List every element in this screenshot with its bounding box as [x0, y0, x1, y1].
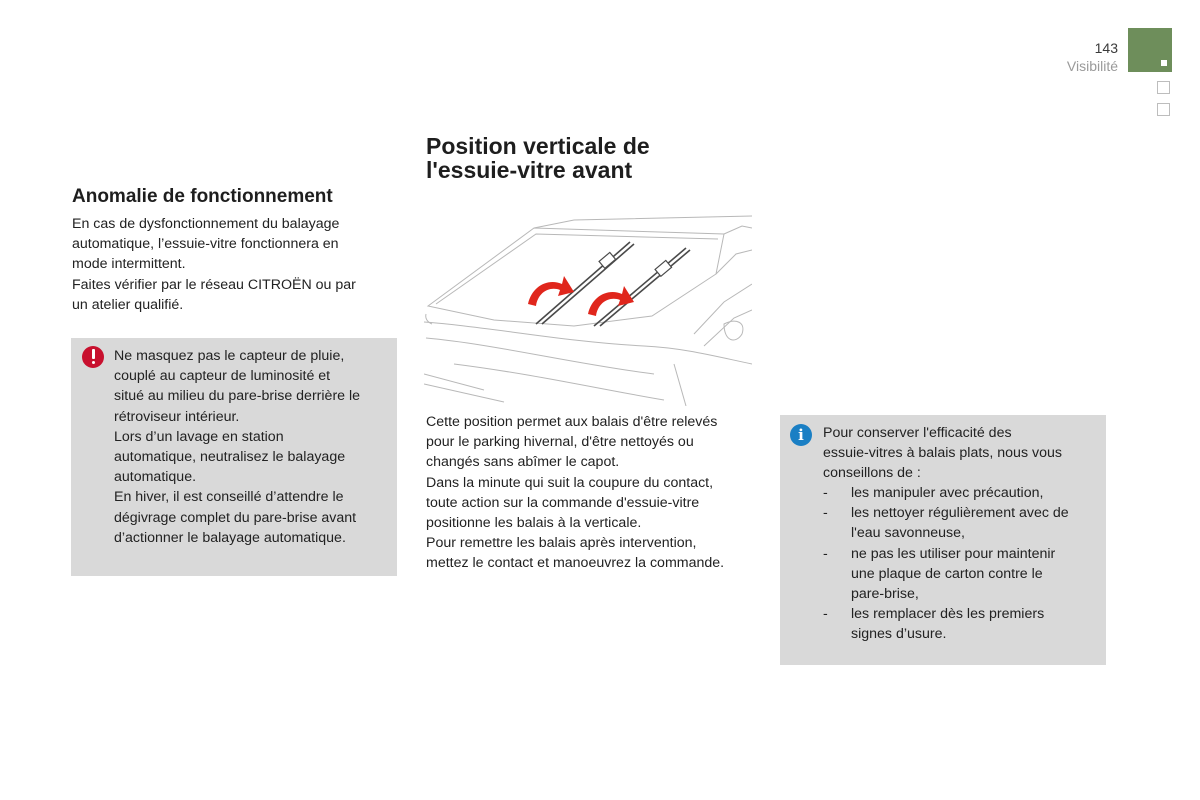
text-line: changés sans abîmer le capot.	[426, 454, 620, 471]
info-list	[823, 483, 1098, 645]
text-line: En cas de dysfonctionnement du balayage	[72, 216, 340, 232]
text-line: Ne masquez pas le capteur de pluie,	[114, 348, 345, 364]
text-line: En hiver, il est conseillé d’attendre le	[114, 489, 344, 506]
text-line: les remplacer dès les premiers	[851, 606, 1045, 623]
text-line: mode intermittent.	[72, 256, 186, 273]
info-intro	[823, 423, 1093, 484]
text-line: Cette position permet aux balais d'être relevés	[426, 414, 718, 430]
text-line: toute action sur la commande d'essuie-vitre	[426, 494, 700, 511]
text-line: situé au milieu du pare-brise derrière le	[114, 388, 361, 405]
warning-text	[114, 346, 390, 548]
text-line: les manipuler avec précaution,	[851, 485, 1044, 501]
position-paragraph	[426, 412, 756, 574]
list-dash: -	[823, 545, 828, 562]
text-line: Pour remettre les balais après intervention,	[426, 535, 697, 552]
text-line: dégivrage complet du pare-brise avant	[114, 509, 357, 526]
chapter-tab-dot	[1161, 60, 1167, 66]
text-line: couplé au capteur de luminosité et	[114, 368, 331, 385]
list-item	[823, 544, 1098, 605]
heading-line: Position verticale de	[426, 133, 650, 159]
text-line: ne pas les utiliser pour maintenir	[851, 545, 1056, 562]
text-line: un atelier qualifié.	[72, 296, 184, 313]
text-line: signes d’usure.	[851, 626, 947, 643]
list-dash: -	[823, 606, 828, 623]
list-dash: -	[823, 485, 828, 501]
anomalie-heading: Anomalie de fonctionnement	[72, 186, 333, 207]
heading-line: l'essuie-vitre avant	[426, 157, 633, 183]
text-line: Lors d’un lavage en station	[114, 428, 284, 445]
list-item	[823, 503, 1098, 543]
text-line: automatique, l’essuie-vitre fonctionnera en	[72, 236, 339, 253]
wiper-illustration	[424, 214, 752, 406]
info-icon: i	[790, 424, 812, 446]
text-line: pour le parking hivernal, d'être nettoyés ou	[426, 434, 694, 451]
warning-exclamation-icon	[82, 346, 104, 368]
anomalie-paragraph	[72, 214, 392, 315]
text-line: pare-brise,	[851, 586, 919, 603]
page-number: 143	[1094, 40, 1118, 56]
position-heading	[426, 134, 746, 182]
list-item	[823, 483, 1098, 503]
chapter-tab-square	[1157, 81, 1170, 94]
text-line: les nettoyer régulièrement avec de	[851, 505, 1069, 522]
list-item	[823, 604, 1098, 644]
text-line: positionne les balais à la verticale.	[426, 515, 642, 532]
text-line: automatique, neutralisez le balayage	[114, 449, 346, 466]
section-title: Visibilité	[1066, 58, 1118, 74]
list-dash: -	[823, 505, 828, 522]
text-line: d’actionner le balayage automatique.	[114, 529, 346, 546]
text-line: l'eau savonneuse,	[851, 525, 965, 542]
text-line: conseillons de :	[823, 465, 921, 482]
chapter-tab-square	[1157, 103, 1170, 116]
text-line: automatique.	[114, 469, 197, 486]
text-line: une plaque de carton contre le	[851, 565, 1043, 582]
text-line: mettez le contact et manoeuvrez la commande.	[426, 555, 725, 572]
text-line: Faites vérifier par le réseau CITROËN ou par	[72, 276, 356, 293]
text-line: essuie-vitres à balais plats, nous vous	[823, 445, 1062, 462]
text-line: Dans la minute qui suit la coupure du contact,	[426, 474, 714, 491]
text-line: Pour conserver l'efficacité des	[823, 425, 1012, 441]
text-line: rétroviseur intérieur.	[114, 408, 240, 425]
